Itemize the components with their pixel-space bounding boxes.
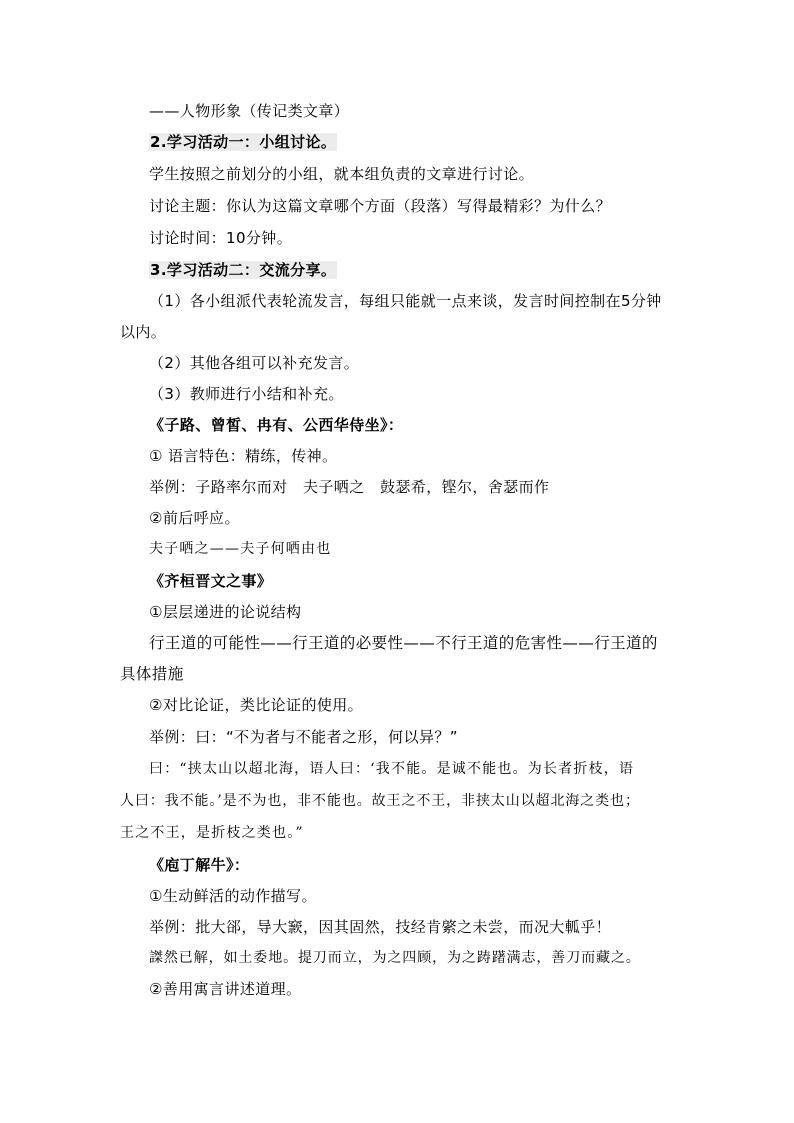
discussion-time: 讨论时间：10分钟。 xyxy=(149,229,293,247)
activity-two-heading xyxy=(149,260,337,280)
quote-line-1: 曰：“挟太山以超北海，语人曰：‘我不能。是诚不能也。为长者折枝，语 xyxy=(149,761,635,777)
list-item-1-continued: 以内。 xyxy=(120,323,167,341)
structure-chain: 行王道的可能性——行王道的必要性——不行王道的危害性——行王道的 xyxy=(149,634,658,652)
point-language: ① 语言特色：精练，传神。 xyxy=(149,447,338,465)
example-qihuan: 举例：曰：“不为者与不能者之形，何以异？” xyxy=(149,728,458,746)
echo-quote: 夫子哂之——夫子何哂由也 xyxy=(149,541,332,557)
text-title-zilu: 《子路、曾皙、冉有、公西华侍坐》： xyxy=(149,416,404,434)
paoding-quote: 謋然已解，如土委地。提刀而立，为之四顾，为之踌躇满志，善刀而藏之。 xyxy=(149,950,641,966)
point-echo: ②前后呼应。 xyxy=(149,509,240,527)
example-paoding-text: 举例：批大郤，导大窾，因其固然，技经肯綮之未尝，而况大軱乎！ xyxy=(149,918,612,936)
quote-line-3: 王之不王，是折枝之类也。” xyxy=(120,825,304,841)
quote-line-2: 人曰：我不能。’是不为也，非不能也。故王之不王，非挟太山以超北海之类也； xyxy=(120,793,640,809)
example-zilu xyxy=(149,477,549,497)
list-item-3: （3）教师进行小结和补充。 xyxy=(149,385,344,403)
activity-two-heading-text: 3.学习活动二：交流分享。 xyxy=(150,261,337,279)
section-subtitle: ——人物形象（传记类文章） xyxy=(149,102,350,120)
activity-one-heading-text: 2.学习活动一：小组讨论。 xyxy=(150,133,337,151)
activity-one-heading xyxy=(149,132,337,152)
text-title-paoding: 《庖丁解牛》： xyxy=(149,856,250,874)
list-item-2: （2）其他各组可以补充发言。 xyxy=(149,354,360,372)
example-zilu-text: 举例：子路率尔而对 夫子哂之 鼓瑟希，铿尔，舍瑟而作 xyxy=(149,478,550,496)
discussion-topic: 讨论主题：你认为这篇文章哪个方面（段落）写得最精彩？为什么？ xyxy=(149,197,612,215)
paragraph: 学生按照之前划分的小组，就本组负责的文章进行讨论。 xyxy=(149,165,535,183)
structure-chain-continued: 具体措施 xyxy=(120,665,184,683)
example-paoding xyxy=(149,917,611,937)
point-action: ①生动鲜活的动作描写。 xyxy=(149,887,317,905)
point-argument: ②对比论证，类比论证的使用。 xyxy=(149,696,364,714)
point-allegory: ②善用寓言讲述道理。 xyxy=(149,980,302,998)
text-title-qihuan: 《齐桓晋文之事》 xyxy=(149,572,273,590)
list-item-1: （1）各小组派代表轮流发言，每组只能就一点来谈，发言时间控制在5分钟 xyxy=(149,292,662,310)
point-structure: ①层层递进的论说结构 xyxy=(149,603,302,621)
